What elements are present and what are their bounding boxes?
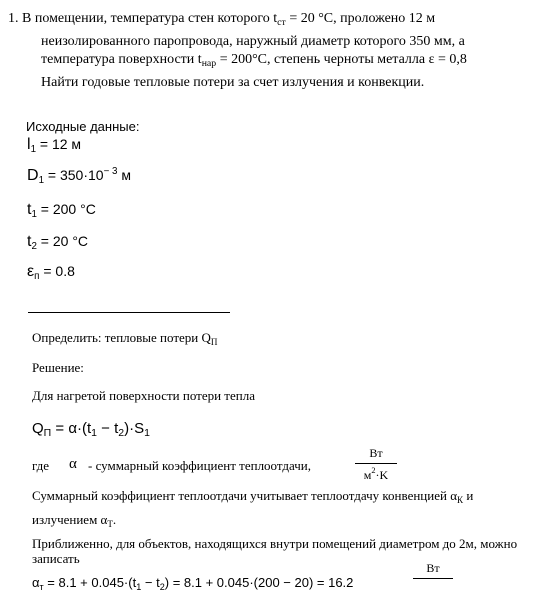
task-line-1: 1. В помещении, температура стен которого $t_{ст} = 20$ °С, проложено 12 м <box>8 11 436 28</box>
alpha-description: - суммарный коэффициент теплоотдачи, <box>88 458 311 473</box>
heat-loss-formula: $Q_П = \alpha\cdot(t_1 - t_2)\cdot S_1$ <box>32 420 150 439</box>
given-length: $l_1 = 12$ м <box>27 136 82 155</box>
task-line-2: неизолированного паропровода, наружный диаметр которого 350 мм, а <box>41 33 465 49</box>
unit-numerator: Вт <box>369 446 383 460</box>
given-emissivity: $\varepsilon_п = 0.8$ <box>27 263 75 282</box>
given-t1: $t_1 = 200$ °C <box>27 201 96 220</box>
unit-denominator: $м^2\cdot K$ <box>363 466 389 482</box>
determine-text: Определить: тепловые потери $Q_П$ <box>32 330 218 347</box>
last-unit-fraction <box>413 561 453 581</box>
where-label: где <box>32 458 50 473</box>
given-t2: $t_2 = 20$ °C <box>27 233 89 252</box>
heat-loss-text: Для нагретой поверхности потери тепла <box>32 388 255 403</box>
given-diameter: $D_1 = 350\cdot 10^{- 3}$ м <box>27 166 131 186</box>
approx-line-1: Приближенно, для объектов, находящихся внутри помещений диаметром до 2м, можно <box>32 536 518 551</box>
task-line-4: Найти годовые тепловые потери за счет излучения и конвекции. <box>41 74 425 90</box>
last-unit-fraction-bar <box>413 578 453 579</box>
summary-line-2: излучением $\alpha_Т$. <box>32 512 117 529</box>
alpha-symbol: α <box>69 456 77 472</box>
summary-line-1: Суммарный коэффициент теплоотдачи учитывает теплоотдачу конвенцией $\alpha_К$ и <box>32 488 474 505</box>
solution-heading: Решение: <box>32 360 84 375</box>
approx-line-2: записать <box>32 551 80 566</box>
radiation-formula: $\alpha_т = 8.1 + 0.045\cdot(t_1 - t_2) = 8.1 + 0.045\cdot(200 - 20) = 16.2$ <box>32 575 354 592</box>
unit-fraction-bar <box>355 463 397 464</box>
task-line-3: температура поверхности $t_{нар} = 200^\circ С$, степень черноты металла ε = 0,8 <box>41 52 467 69</box>
task-statement <box>8 10 467 92</box>
unit-fraction <box>355 446 397 483</box>
last-unit-numerator: Вт <box>426 561 440 575</box>
given-heading: Исходные данные: <box>26 119 140 134</box>
divider-line <box>28 312 230 313</box>
